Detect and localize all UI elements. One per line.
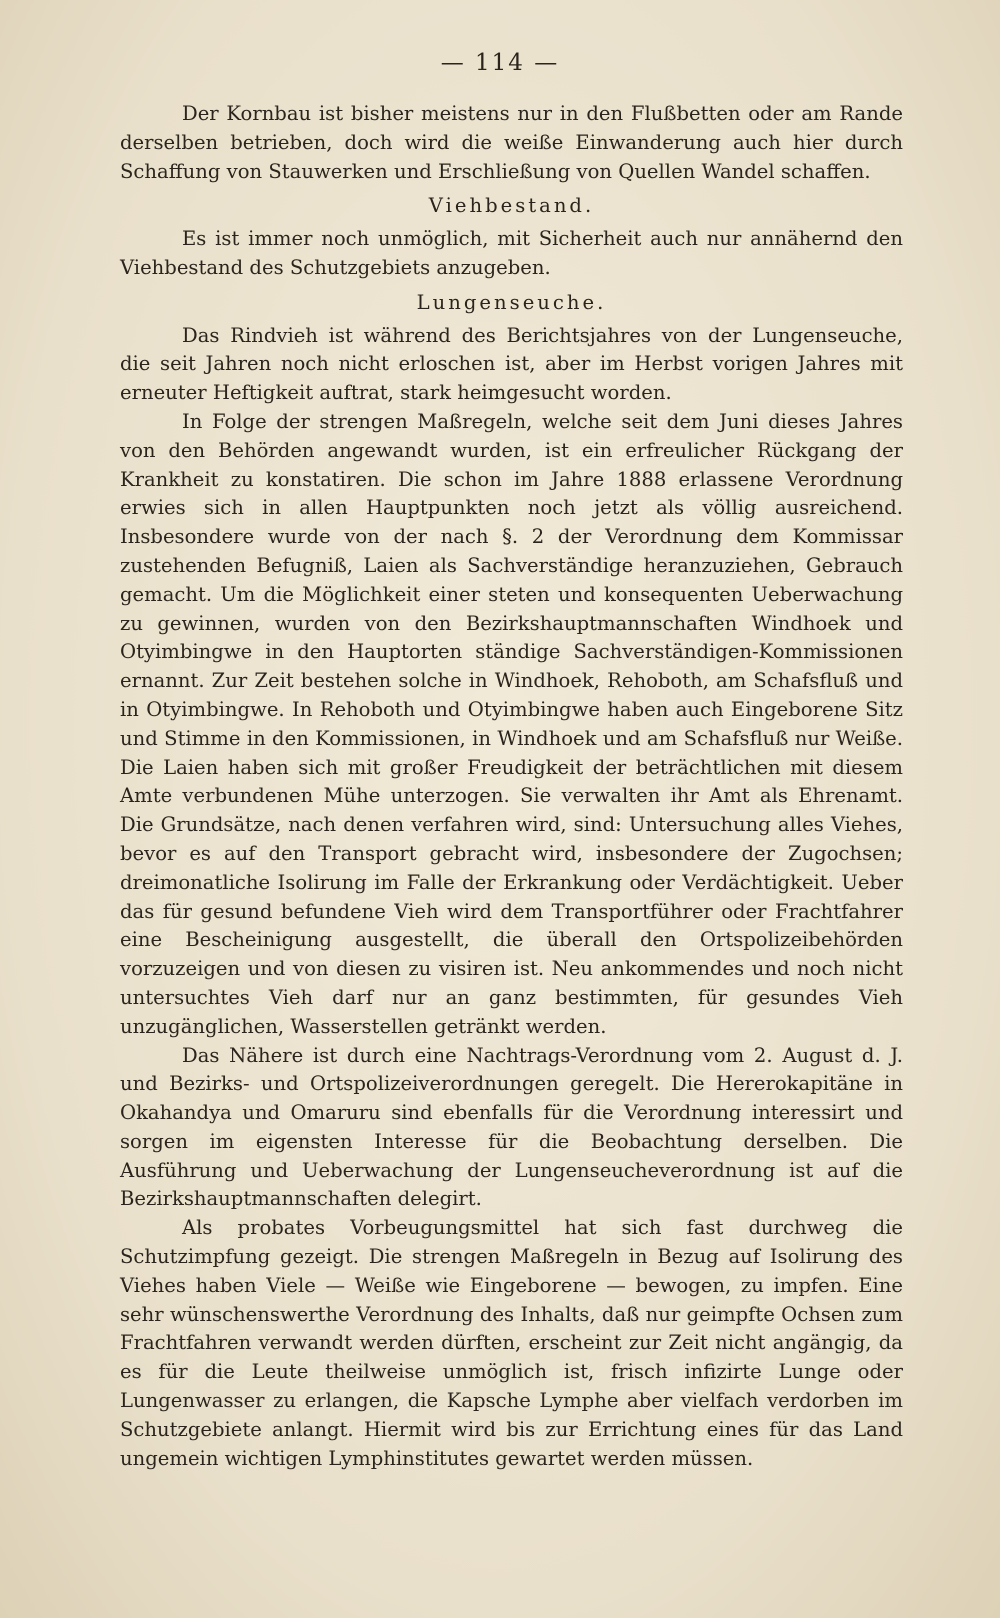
body-text xyxy=(120,100,903,1473)
paragraph-massregeln: In Folge der strengen Maßregeln, welche seit dem Juni dieses Jahres von den Behörden angewandt wurden, ist ein erfreulicher Rückgang der Krankheit zu konstatiren. Die schon im Jahre 1888 erlassene Verordnung erwies sich in allen Hauptpunkten noch jetzt als völlig ausreichend. Insbesondere wurde von der nach §. 2 der Verordnung dem Kommissar zustehenden Befugniß, Laien als Sachverständige heranzuziehen, Gebrauch gemacht. Um die Möglichkeit einer steten und konsequenten Ueberwachung zu gewinnen, wurden von den Bezirkshauptmannschaften Windhoek und Otyimbingwe in den Hauptorten ständige Sachverständigen-Kommissionen ernannt. Zur Zeit bestehen solche in Windhoek, Rehoboth, am Schafsfluß und in Otyimbingwe. In Rehoboth und Otyimbingwe haben auch Eingeborene Sitz und Stimme in den Kommissionen, in Windhoek und am Schafsfluß nur Weiße. Die Laien haben sich mit großer Freudigkeit der beträchtlichen mit diesem Amte verbundenen Mühe unterzogen. Sie verwalten ihr Amt als Ehrenamt. Die Grundsätze, nach denen verfahren wird, sind: Untersuchung alles Viehes, bevor es auf den Transport gebracht wird, insbesondere der Zugochsen; dreimonatliche Isolirung im Falle der Erkrankung oder Verdächtigkeit. Ueber das für gesund befundene Vieh wird dem Transportführer oder Frachtfahrer eine Bescheinigung ausgestellt, die überall den Ortspolizeibehörden vorzuzeigen und von diesen zu visiren ist. Neu ankommendes und noch nicht untersuchtes Vieh darf nur an ganz bestimmten, für gesundes Vieh unzugänglichen, Wasserstellen getränkt werden. xyxy=(120,409,903,1038)
paragraph-viehbestand: Es ist immer noch unmöglich, mit Sicherheit auch nur annähernd den Viehbestand des Schutzgebiets anzugeben. xyxy=(120,227,903,279)
paragraph-rindvieh: Das Rindvieh ist während des Berichtsjahres von der Lungenseuche, die seit Jahren noch nicht erloschen ist, aber im Herbst vorigen Jahres mit erneuter Heftigkeit auftrat, stark heimgesucht worden. xyxy=(120,323,903,405)
paragraph-kornbau: Der Kornbau ist bisher meistens nur in den Flußbetten oder am Rande derselben betrieben, doch wird die weiße Einwanderung auch hier durch Schaffung von Stauwerken und Erschließung von Quellen Wandel schaffen. xyxy=(120,102,903,183)
heading-viehbestand: Viehbestand. xyxy=(428,194,595,218)
page-number: — 114 — xyxy=(440,50,560,76)
heading-lungenseuche: Lungenseuche. xyxy=(416,290,607,314)
paragraph-schutzimpfung: Als probates Vorbeugungsmittel hat sich fast durchweg die Schutzimpfung gezeigt. Die strengen Maßregeln in Bezug auf Isolirung des Viehes haben Viele — Weiße wie Eingeborene — bewogen, zu impfen. Eine sehr wünschenswerthe Verordnung des Inhalts, daß nur geimpfte Ochsen zum Frachtfahren verwandt werden dürften, erscheint zur Zeit nicht angängig, da es für die Leute theilweise unmöglich ist, frisch infizirte Lunge oder Lungenwasser zu erlangen, die Kapsche Lymphe aber vielfach verdorben im Schutzgebiete anlangt. Hiermit wird bis zur Errichtung eines für das Land ungemein wichtigen Lymphinstitutes gewartet werden müssen. xyxy=(120,1216,903,1470)
paragraph-nachtrags-verordnung: Das Nähere ist durch eine Nachtrags-Verordnung vom 2. August d. J. und Bezirks- und Ortspolizeiverordnungen geregelt. Die Hererokapitäne in Okahandya und Omaruru sind ebenfalls für die Verordnung interessirt und sorgen im eigensten Interesse für die Beobachtung derselben. Die Ausführung und Ueberwachung der Lungenseucheverordnung ist auf die Bezirkshauptmannschaften delegirt. xyxy=(120,1043,903,1211)
